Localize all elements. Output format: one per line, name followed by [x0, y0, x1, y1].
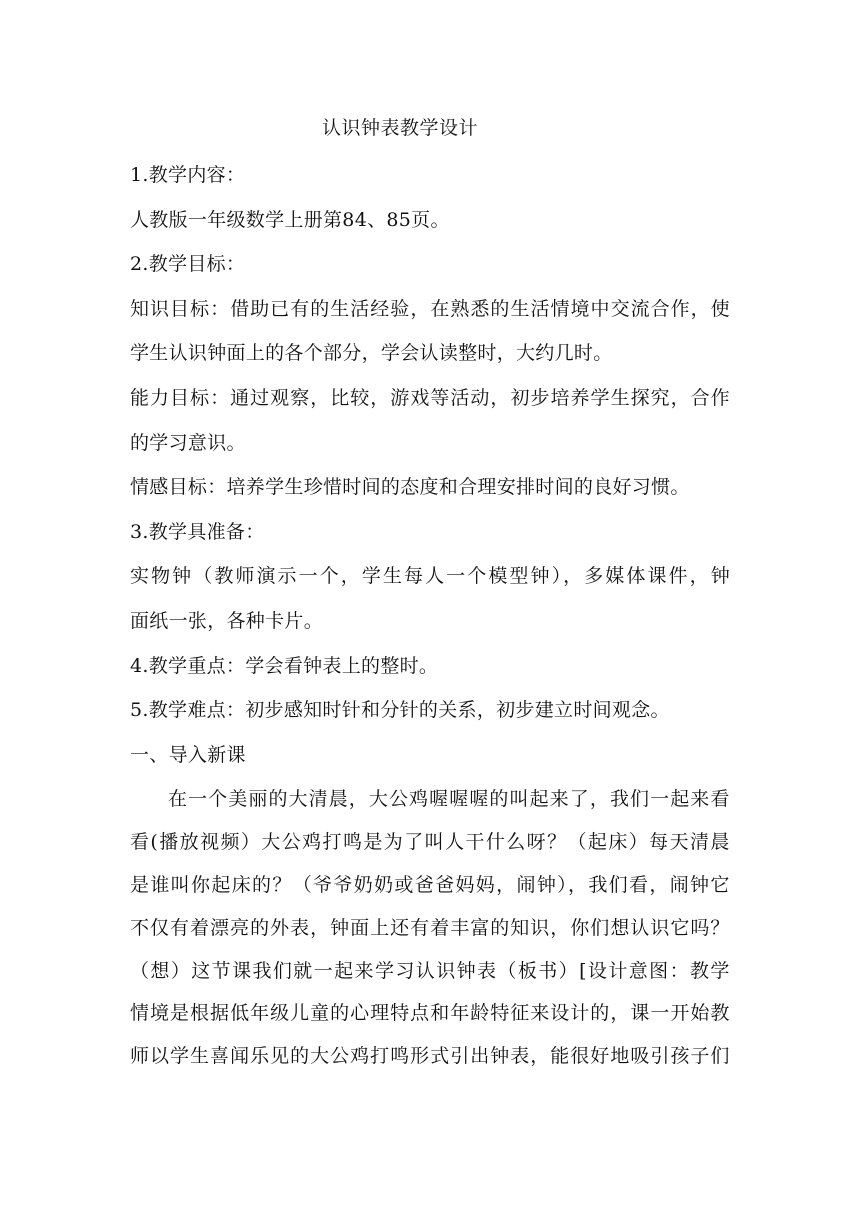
paragraph-line: 不仅有着漂亮的外表，钟面上还有着丰富的知识，你们想认识它吗？: [130, 916, 730, 939]
text-line: 的学习意识。: [130, 431, 246, 454]
section-heading-content: 1.教学内容：: [130, 164, 246, 186]
paragraph-line: 是谁叫你起床的？（爷爷奶奶或爸爸妈妈，闹钟），我们看，闹钟它: [130, 873, 730, 896]
document-title: 认识钟表教学设计: [321, 117, 478, 139]
paragraph-line: 师以学生喜闻乐见的大公鸡打鸣形式引出钟表，能很好地吸引孩子们: [130, 1045, 730, 1068]
intro-paragraph: [130, 781, 730, 1081]
paragraph-line: 在一个美丽的大清晨，大公鸡喔喔喔的叫起来了，我们一起来看: [168, 788, 730, 811]
paragraph-line: 看(播放视频）大公鸡打鸣是为了叫人干什么呀？（起床）每天清晨: [130, 831, 730, 854]
paragraph-line: （想）这节课我们就一起来学习认识钟表（板书）[设计意图：教学: [130, 959, 730, 982]
section-heading-key-point: 4.教学重点：学会看钟表上的整时。: [130, 654, 439, 677]
text-line: 面纸一张，各种卡片。: [130, 609, 324, 632]
section-heading-goals: 2.教学目标：: [130, 253, 246, 276]
paragraph-line: 情境是根据低年级儿童的心理特点和年龄特征来设计的，课一开始教: [130, 1002, 730, 1025]
text-line: 知识目标：借助已有的生活经验，在熟悉的生活情境中交流合作，使: [130, 297, 730, 320]
text-line: 能力目标：通过观察，比较，游戏等活动，初步培养学生探究，合作: [130, 386, 730, 409]
text-line: 人教版一年级数学上册第84、85页。: [130, 208, 450, 231]
document-body: [130, 157, 730, 1081]
text-line: 实物钟（教师演示一个，学生每人一个模型钟），多媒体课件，钟: [130, 565, 730, 588]
section-heading-materials: 3.教学具准备：: [130, 520, 265, 543]
text-line: 学生认识钟面上的各个部分，学会认读整时，大约几时。: [130, 342, 613, 365]
section-heading-difficulty: 5.教学难点：初步感知时针和分针的关系，初步建立时间观念。: [130, 699, 670, 722]
section-heading-intro: 一、导入新课: [130, 743, 246, 766]
text-line: 情感目标：培养学生珍惜时间的态度和合理安排时间的良好习惯。: [130, 476, 690, 499]
